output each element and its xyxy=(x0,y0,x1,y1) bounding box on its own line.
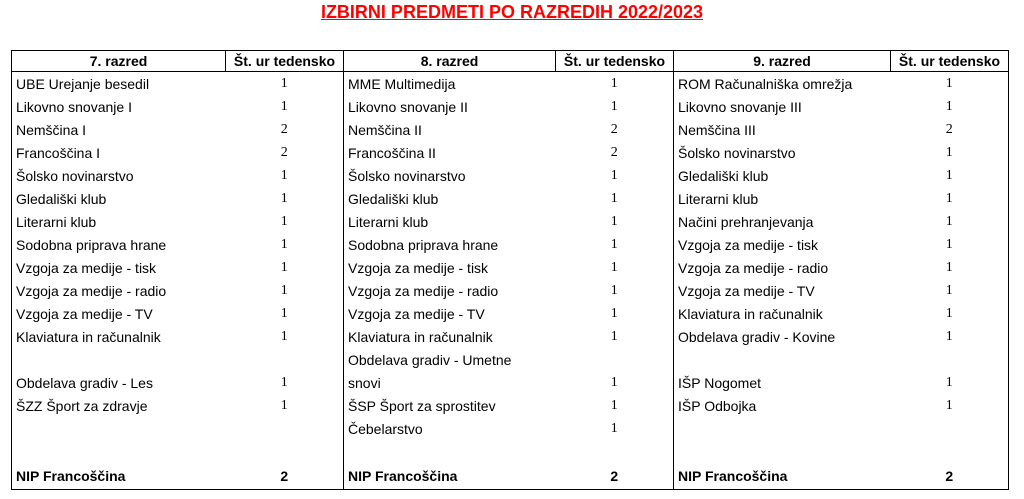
subject-cell-8: Francoščina II xyxy=(348,145,436,161)
subject-cell-9: Obdelava gradiv - Kovine xyxy=(678,329,836,345)
subject-cell-9: Vzgoja za medije - tisk xyxy=(678,237,819,253)
table-row xyxy=(12,118,1009,141)
hours-cell-9: 1 xyxy=(891,141,1009,164)
subject-cell-9: Gledališki klub xyxy=(678,168,769,184)
hours-cell-8: 1 xyxy=(556,302,674,325)
table-row xyxy=(12,417,1009,440)
footer-row xyxy=(12,463,1009,490)
subject-cell-9 xyxy=(674,440,891,463)
subject-cell-9: Vzgoja za medije - radio xyxy=(678,260,829,276)
subject-cell-7: ŠZZ Šport za zdravje xyxy=(12,394,226,417)
hours-cell-9: 1 xyxy=(891,325,1009,348)
hours-cell-9: 1 xyxy=(891,164,1009,187)
table-row xyxy=(12,371,1009,394)
grade-9-header: 9. razred xyxy=(674,51,891,72)
subject-cell-9: NIP Francoščina xyxy=(674,463,891,490)
subject-cell-8: snovi xyxy=(348,375,381,391)
hours-cell-8: 1 xyxy=(556,279,674,302)
hours-cell-8: 1 xyxy=(556,72,674,96)
hours-cell-9: 2 xyxy=(891,463,1009,490)
subject-cell-7: Nemščina I xyxy=(12,118,226,141)
hours-cell-9: 1 xyxy=(891,302,1009,325)
hours-cell-9: 1 xyxy=(891,187,1009,210)
hours-cell-8 xyxy=(556,348,674,371)
subject-cell-7: Šolsko novinarstvo xyxy=(12,164,226,187)
table-row xyxy=(12,72,1009,96)
hours-cell-8: 1 xyxy=(556,325,674,348)
table-row xyxy=(12,325,1009,348)
subject-cell-7: Sodobna priprava hrane xyxy=(12,233,226,256)
subject-cell-9 xyxy=(674,417,891,440)
hours-cell-8: 2 xyxy=(556,141,674,164)
subject-cell-8: NIP Francoščina xyxy=(344,463,556,490)
table-row xyxy=(12,95,1009,118)
grade-8-header: 8. razred xyxy=(344,51,556,72)
hours-cell-7: 1 xyxy=(226,233,344,256)
subject-cell-9 xyxy=(674,348,891,371)
subject-cell-8: Obdelava gradiv - Umetne xyxy=(348,352,512,368)
subject-cell-7 xyxy=(12,440,226,463)
subject-cell-7: Vzgoja za medije - radio xyxy=(12,279,226,302)
subject-cell-7: Vzgoja za medije - TV xyxy=(12,302,226,325)
grade-7-hours-header: Št. ur tedensko xyxy=(226,51,344,72)
subject-cell-8: Klaviatura in računalnik xyxy=(348,329,493,345)
subject-cell-7: NIP Francoščina xyxy=(12,463,226,490)
hours-cell-8: 1 xyxy=(556,210,674,233)
hours-cell-9: 1 xyxy=(891,256,1009,279)
hours-cell-9: 1 xyxy=(891,233,1009,256)
hours-cell-7: 2 xyxy=(226,118,344,141)
grade-8-hours-header: Št. ur tedensko xyxy=(556,51,674,72)
table-row xyxy=(12,348,1009,371)
subject-cell-8: Gledališki klub xyxy=(348,191,439,207)
subject-cell-9: Nemščina III xyxy=(678,122,756,138)
hours-cell-8: 1 xyxy=(556,394,674,417)
hours-cell-7: 1 xyxy=(226,72,344,96)
subject-cell-9: ROM Računalniška omrežja xyxy=(678,76,853,92)
table-row xyxy=(12,141,1009,164)
subject-cell-8: Likovno snovanje II xyxy=(348,99,468,115)
hours-cell-7: 1 xyxy=(226,325,344,348)
subject-cell-7: UBE Urejanje besedil xyxy=(12,72,226,96)
table-row xyxy=(12,440,1009,463)
subject-cell-9: Klaviatura in računalnik xyxy=(678,306,823,322)
subject-cell-9: Načini prehranjevanja xyxy=(678,214,814,230)
hours-cell-8: 2 xyxy=(556,463,674,490)
table-row xyxy=(12,394,1009,417)
hours-cell-9 xyxy=(891,417,1009,440)
subject-cell-9: Literarni klub xyxy=(678,191,759,207)
hours-cell-7: 2 xyxy=(226,141,344,164)
hours-cell-7: 1 xyxy=(226,394,344,417)
table-row xyxy=(12,187,1009,210)
subject-cell-8: Vzgoja za medije - tisk xyxy=(348,260,489,276)
subject-cell-8: Vzgoja za medije - TV xyxy=(348,306,485,322)
table-row xyxy=(12,302,1009,325)
subject-cell-8: Čebelarstvo xyxy=(348,421,423,437)
hours-cell-7: 1 xyxy=(226,95,344,118)
table-header-row xyxy=(12,51,1009,72)
hours-cell-9: 1 xyxy=(891,394,1009,417)
hours-cell-7 xyxy=(226,417,344,440)
hours-cell-9: 1 xyxy=(891,72,1009,96)
subject-cell-8: MME Multimedija xyxy=(348,76,456,92)
hours-cell-7 xyxy=(226,348,344,371)
hours-cell-8: 1 xyxy=(556,164,674,187)
subject-cell-7: Vzgoja za medije - tisk xyxy=(12,256,226,279)
hours-cell-9: 1 xyxy=(891,279,1009,302)
subject-cell-7 xyxy=(12,417,226,440)
hours-cell-7: 1 xyxy=(226,302,344,325)
subject-cell-8: Sodobna priprava hrane xyxy=(348,237,499,253)
subject-cell-8: Vzgoja za medije - radio xyxy=(348,283,499,299)
hours-cell-8: 1 xyxy=(556,187,674,210)
subject-cell-8: Literarni klub xyxy=(348,214,429,230)
subject-cell-8: Nemščina II xyxy=(348,122,422,138)
subject-cell-7: Literarni klub xyxy=(12,210,226,233)
subject-cell-8: Šolsko novinarstvo xyxy=(348,168,466,184)
subject-cell-7: Likovno snovanje I xyxy=(12,95,226,118)
table-row xyxy=(12,164,1009,187)
table-row xyxy=(12,256,1009,279)
hours-cell-7: 2 xyxy=(226,463,344,490)
subject-cell-9: Likovno snovanje III xyxy=(678,99,802,115)
hours-cell-9: 1 xyxy=(891,95,1009,118)
hours-cell-7: 1 xyxy=(226,187,344,210)
hours-cell-8: 1 xyxy=(556,256,674,279)
hours-cell-8: 2 xyxy=(556,118,674,141)
hours-cell-7: 1 xyxy=(226,371,344,394)
subject-cell-7: Francoščina I xyxy=(12,141,226,164)
subject-cell-8: ŠSP Šport za sprostitev xyxy=(348,398,496,414)
hours-cell-8: 1 xyxy=(556,233,674,256)
subject-cell-9: IŠP Nogomet xyxy=(678,375,762,391)
hours-cell-7: 1 xyxy=(226,279,344,302)
subject-cell-8 xyxy=(344,440,556,463)
table-row xyxy=(12,233,1009,256)
electives-table xyxy=(11,50,1009,490)
hours-cell-9: 2 xyxy=(891,118,1009,141)
hours-cell-8 xyxy=(556,440,674,463)
subject-cell-7 xyxy=(12,348,226,371)
hours-cell-7: 1 xyxy=(226,256,344,279)
subject-cell-7: Gledališki klub xyxy=(12,187,226,210)
hours-cell-9 xyxy=(891,440,1009,463)
grade-7-header: 7. razred xyxy=(12,51,226,72)
subject-cell-9: Vzgoja za medije - TV xyxy=(678,283,815,299)
table-row xyxy=(12,279,1009,302)
hours-cell-9: 1 xyxy=(891,371,1009,394)
grade-9-hours-header: Št. ur tedensko xyxy=(891,51,1009,72)
hours-cell-9 xyxy=(891,348,1009,371)
hours-cell-7 xyxy=(226,440,344,463)
hours-cell-8: 1 xyxy=(556,417,674,440)
table-row xyxy=(12,210,1009,233)
subject-cell-7: Klaviatura in računalnik xyxy=(12,325,226,348)
hours-cell-8: 1 xyxy=(556,95,674,118)
hours-cell-7: 1 xyxy=(226,164,344,187)
hours-cell-7: 1 xyxy=(226,210,344,233)
hours-cell-8: 1 xyxy=(556,371,674,394)
hours-cell-9: 1 xyxy=(891,210,1009,233)
subject-cell-9: IŠP Odbojka xyxy=(678,398,757,414)
subject-cell-7: Obdelava gradiv - Les xyxy=(12,371,226,394)
page-title: IZBIRNI PREDMETI PO RAZREDIH 2022/2023 xyxy=(320,2,704,22)
subject-cell-9: Šolsko novinarstvo xyxy=(678,145,796,161)
